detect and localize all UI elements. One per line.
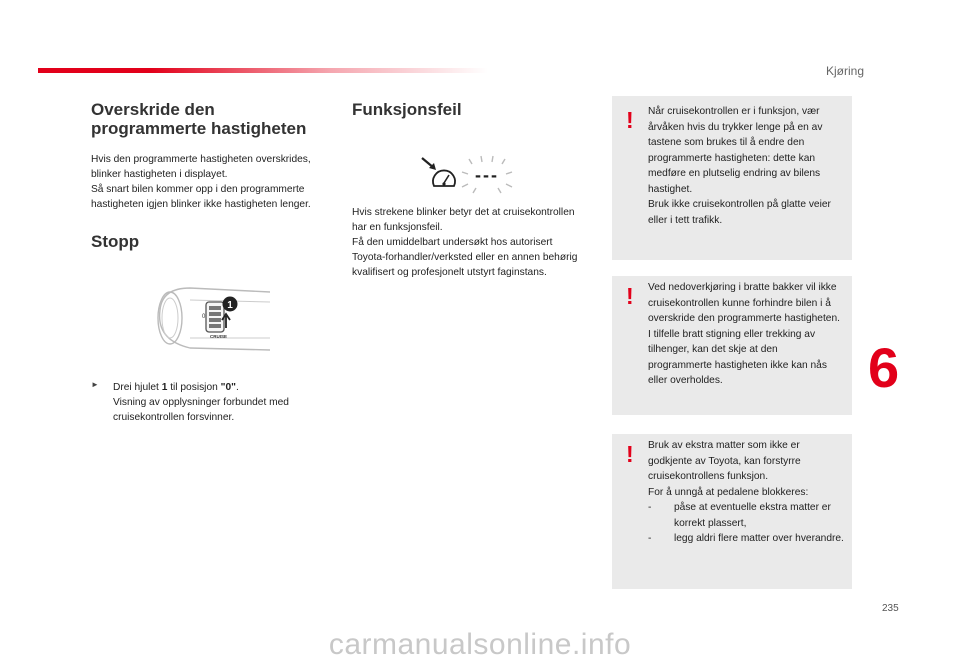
warning-text-2: Ved nedoverkjøring i bratte bakker vil ikke cruisekontrollen kunne forhindre bilen i å overskride den programmerte hastigheten. I tilfelle bratt stigning eller trekking av tilhenger, kan det skje at den programmerte hastigheten ikke kan nås eller overholdes. [648, 282, 840, 386]
callout-1: 1 [227, 300, 233, 311]
heading-overspeed: Overskride den programmerte hastigheten [91, 100, 307, 138]
steering-stalk-icon [150, 280, 280, 356]
cruise-stalk-illustration [150, 280, 280, 356]
column-1 [91, 100, 331, 212]
list-item-text: påse at eventuelle ekstra matter er korrekt plassert, [674, 502, 831, 529]
step-text-mid: til posisjon [167, 382, 221, 393]
dash-marker: - [648, 502, 652, 513]
warning-box-2 [612, 276, 852, 415]
malfunction-paragraph: Hvis strekene blinker betyr det at cruisekontrollen har en funksjonsfeil. Få den umiddelbart undersøkt hos autorisert Toyota-forhandler/verksted eller en annen behørig kvalifisert og profesjonelt utstyrt faginstans. [352, 207, 578, 278]
warning-box-1 [612, 96, 852, 260]
step-text-pre: Drei hjulet [113, 382, 162, 393]
dashes-display-text: --- [475, 165, 499, 185]
malfunction-text-block [352, 205, 587, 280]
stop-step [91, 380, 331, 425]
overspeed-paragraph: Hvis den programmerte hastigheten overskrides, blinker hastigheten i displayet. Så snart bilen kommer opp i den programmerte hastigheten igjen blinker ikke hastigheten lenger. [91, 154, 311, 210]
warning-icon: ! [626, 283, 634, 309]
warning-icon: ! [626, 107, 634, 133]
heading-malfunction: Funksjonsfeil [352, 100, 462, 119]
column-1-stop [91, 232, 139, 251]
column-2 [352, 100, 592, 119]
step-position-value: "0" [220, 382, 236, 393]
watermark: carmanualsonline.info [328, 628, 632, 661]
list-item-text: legg aldri flere matter over hverandre. [674, 533, 844, 544]
position-zero-label: 0 [202, 314, 206, 320]
page-number: 235 [882, 603, 899, 614]
section-title: Kjøring [825, 64, 864, 78]
malfunction-display-illustration [420, 154, 530, 194]
chapter-number: 6 [868, 336, 900, 399]
warning-box-3 [612, 434, 852, 589]
header-red-bar [38, 68, 488, 73]
list-item [648, 500, 844, 531]
step-text-post: . Visning av opplysninger forbundet med cruisekontrollen forsvinner. [113, 382, 289, 423]
warning-text-1: Når cruisekontrollen er i funksjon, vær årvåken hvis du trykker lenge på en av tastene som brukes til å endre den programmerte hastigheten: dette kan medføre en plutselig endring av bilens hastighet. Bruk ikke cruisekontrollen på glatte veier eller i tett trafikk. [648, 106, 831, 226]
list-item [648, 531, 844, 547]
cruise-label: CRUISE [210, 334, 228, 339]
warning-text-3: Bruk av ekstra matter som ikke er godkjente av Toyota, kan forstyrre cruisekontrollens funksjon. For å unngå at pedalene blokkeres: [648, 440, 809, 498]
arrow-bullet-icon: ► [91, 380, 99, 389]
dash-marker: - [648, 533, 652, 544]
warning-text-3-block [648, 438, 844, 547]
warning-icon: ! [626, 441, 634, 467]
step-wheel-number: 1 [161, 382, 168, 393]
speedometer-dashes-icon [420, 154, 530, 194]
stop-step-text [91, 380, 331, 425]
heading-stop: Stopp [91, 232, 140, 251]
